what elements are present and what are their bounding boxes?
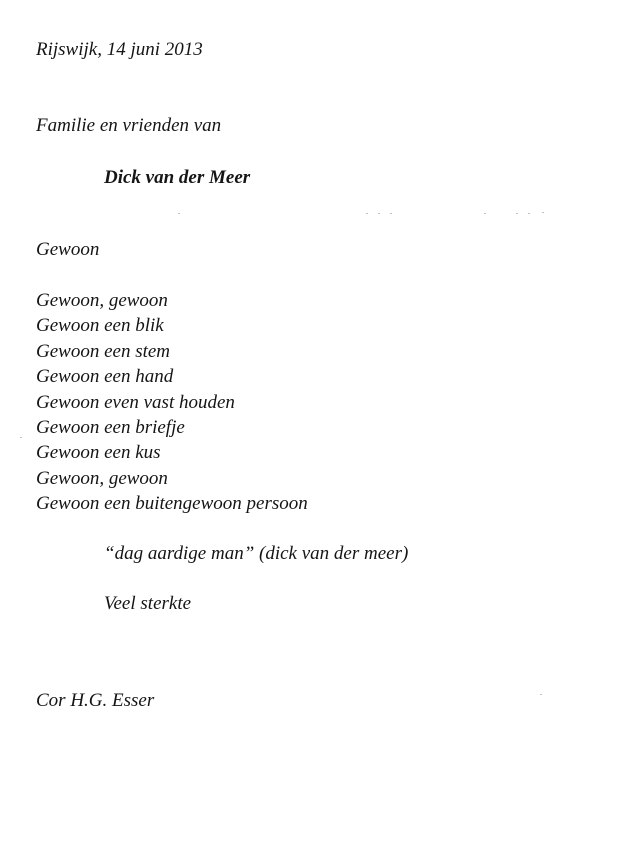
quote: “dag aardige man” (dick van der meer) [104, 543, 409, 564]
scan-speck [484, 213, 486, 214]
scan-speck [528, 213, 530, 214]
scan-speck [378, 213, 380, 214]
poem-line: Gewoon, gewoon [36, 290, 168, 311]
scan-speck [178, 213, 180, 214]
poem-line: Gewoon een kus [36, 442, 161, 464]
poem-stanza [36, 288, 308, 517]
salutation: Familie en vrienden van [36, 115, 222, 136]
poem-line: Gewoon een stem [36, 340, 171, 362]
poem-line: Gewoon even vast houden [36, 391, 235, 413]
scan-speck [516, 213, 518, 214]
poem-title: Gewoon [36, 239, 100, 260]
scan-speck [540, 694, 542, 695]
scan-speck [366, 213, 368, 214]
recipient-name: Dick van der Meer [104, 167, 251, 188]
scan-speck [390, 213, 392, 214]
poem-line: Gewoon een briefje [36, 417, 185, 439]
scan-speck [542, 212, 544, 213]
poem-line: Gewoon een buitengewoon persoon [36, 493, 308, 515]
signature: Cor H.G. Esser [36, 690, 155, 711]
closing-wish: Veel sterkte [104, 593, 192, 614]
poem-line: Gewoon, gewoon [36, 467, 168, 489]
place-date: Rijswijk, 14 juni 2013 [36, 39, 203, 60]
scan-speck [20, 437, 22, 438]
poem-line: Gewoon een hand [36, 366, 174, 388]
poem-line: Gewoon een blik [36, 315, 164, 337]
